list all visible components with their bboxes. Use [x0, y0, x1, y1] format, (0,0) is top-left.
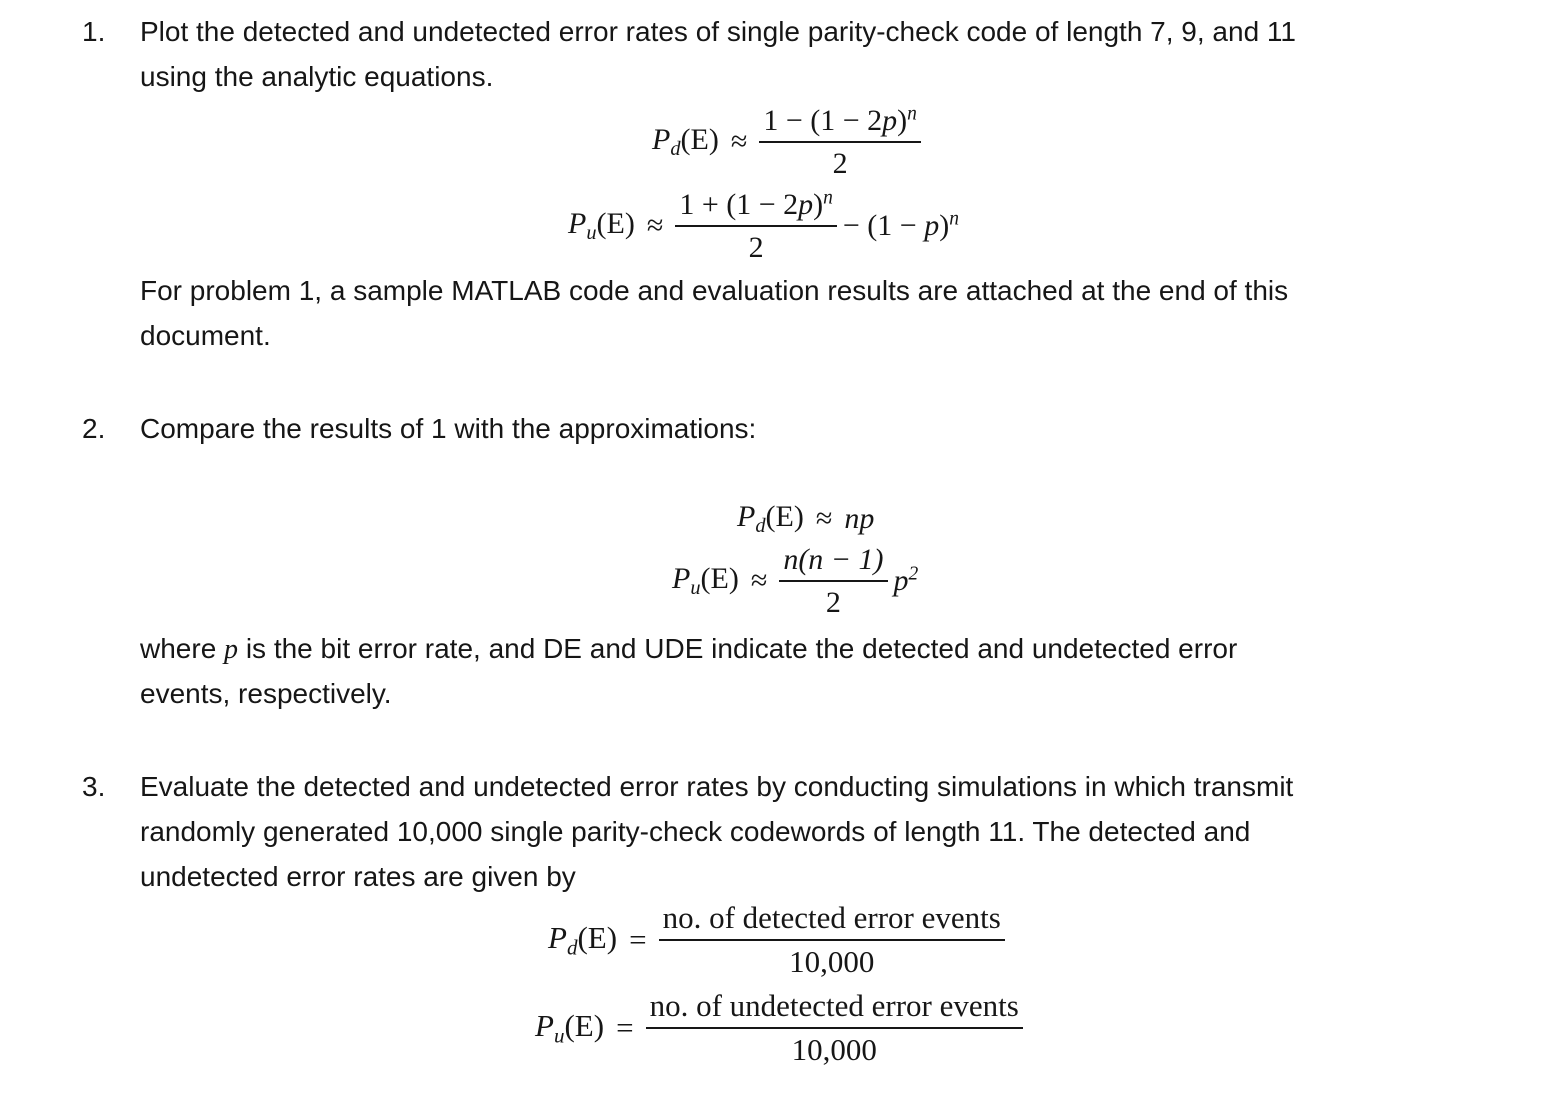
equation-p2-undetected: [672, 543, 918, 619]
problem-2-number: 2.: [82, 413, 106, 444]
problem-3-number: 3.: [82, 771, 106, 802]
problem-1-text-line-1: Plot the detected and undetected error rates of single parity-check code of length 7, 9, and 11: [140, 16, 1296, 47]
equation-fraction: $\frac{1 + (1 - 2p)^n}{2}$: [675, 188, 837, 264]
equation-lhs: $P_u(E)$: [535, 1007, 605, 1048]
equation-relation: ≈: [815, 502, 833, 536]
equation-tail: $p^2$: [893, 563, 919, 597]
equation-relation: ≈: [730, 125, 748, 158]
equation-lhs: $P_d(E)$: [652, 122, 719, 161]
equation-p1-undetected: [568, 188, 959, 264]
problem-1-note-line-2: document.: [140, 320, 271, 351]
equation-p3-detected: [548, 901, 1005, 979]
equation-fraction: $\frac{\text{no. of undetected error events}}{10,000}$: [646, 989, 1023, 1067]
problem-2-text-line-1: Compare the results of 1 with the approximations:: [140, 413, 757, 444]
equation-tail: − $(1 - p)^n$: [842, 208, 959, 242]
equation-p3-undetected: [535, 989, 1023, 1067]
equation-rhs: np: [844, 502, 875, 536]
problem-1-text-line-2: using the analytic equations.: [140, 61, 494, 92]
equation-relation: =: [616, 1010, 634, 1046]
equation-fraction: $\frac{1 - (1 - 2p)^n}{2}$: [759, 104, 921, 180]
equation-relation: =: [629, 922, 647, 958]
problem-1-number: 1.: [82, 16, 106, 47]
problem-2-note-line-1: where p is the bit error rate, and DE and UDE indicate the detected and undetected error: [140, 633, 1238, 665]
problem-3-text-line-1: Evaluate the detected and undetected error rates by conducting simulations in which transmit: [140, 771, 1294, 802]
equation-lhs: $P_u(E)$: [672, 561, 739, 600]
equation-fraction: $\frac{n(n - 1)}{2}$: [779, 543, 887, 619]
equation-relation: ≈: [750, 564, 768, 597]
problem-3-text-line-3: undetected error rates are given by: [140, 861, 576, 892]
equation-relation: ≈: [646, 209, 664, 242]
equation-lhs: $P_u(E)$: [568, 206, 635, 245]
equation-p2-detected: [737, 500, 874, 538]
equation-fraction: $\frac{\text{no. of detected error events}}{10,000}$: [659, 901, 1005, 979]
problem-1-note-line-1: For problem 1, a sample MATLAB code and evaluation results are attached at the end of this: [140, 275, 1289, 306]
equation-lhs: $P_d(E)$: [548, 919, 618, 960]
problem-3-text-line-2: randomly generated 10,000 single parity-check codewords of length 11. The detected and: [140, 816, 1251, 847]
equation-lhs: $P_d(E)$: [737, 500, 804, 538]
equation-p1-detected: [652, 104, 921, 180]
problem-2-note-line-2: events, respectively.: [140, 678, 392, 709]
